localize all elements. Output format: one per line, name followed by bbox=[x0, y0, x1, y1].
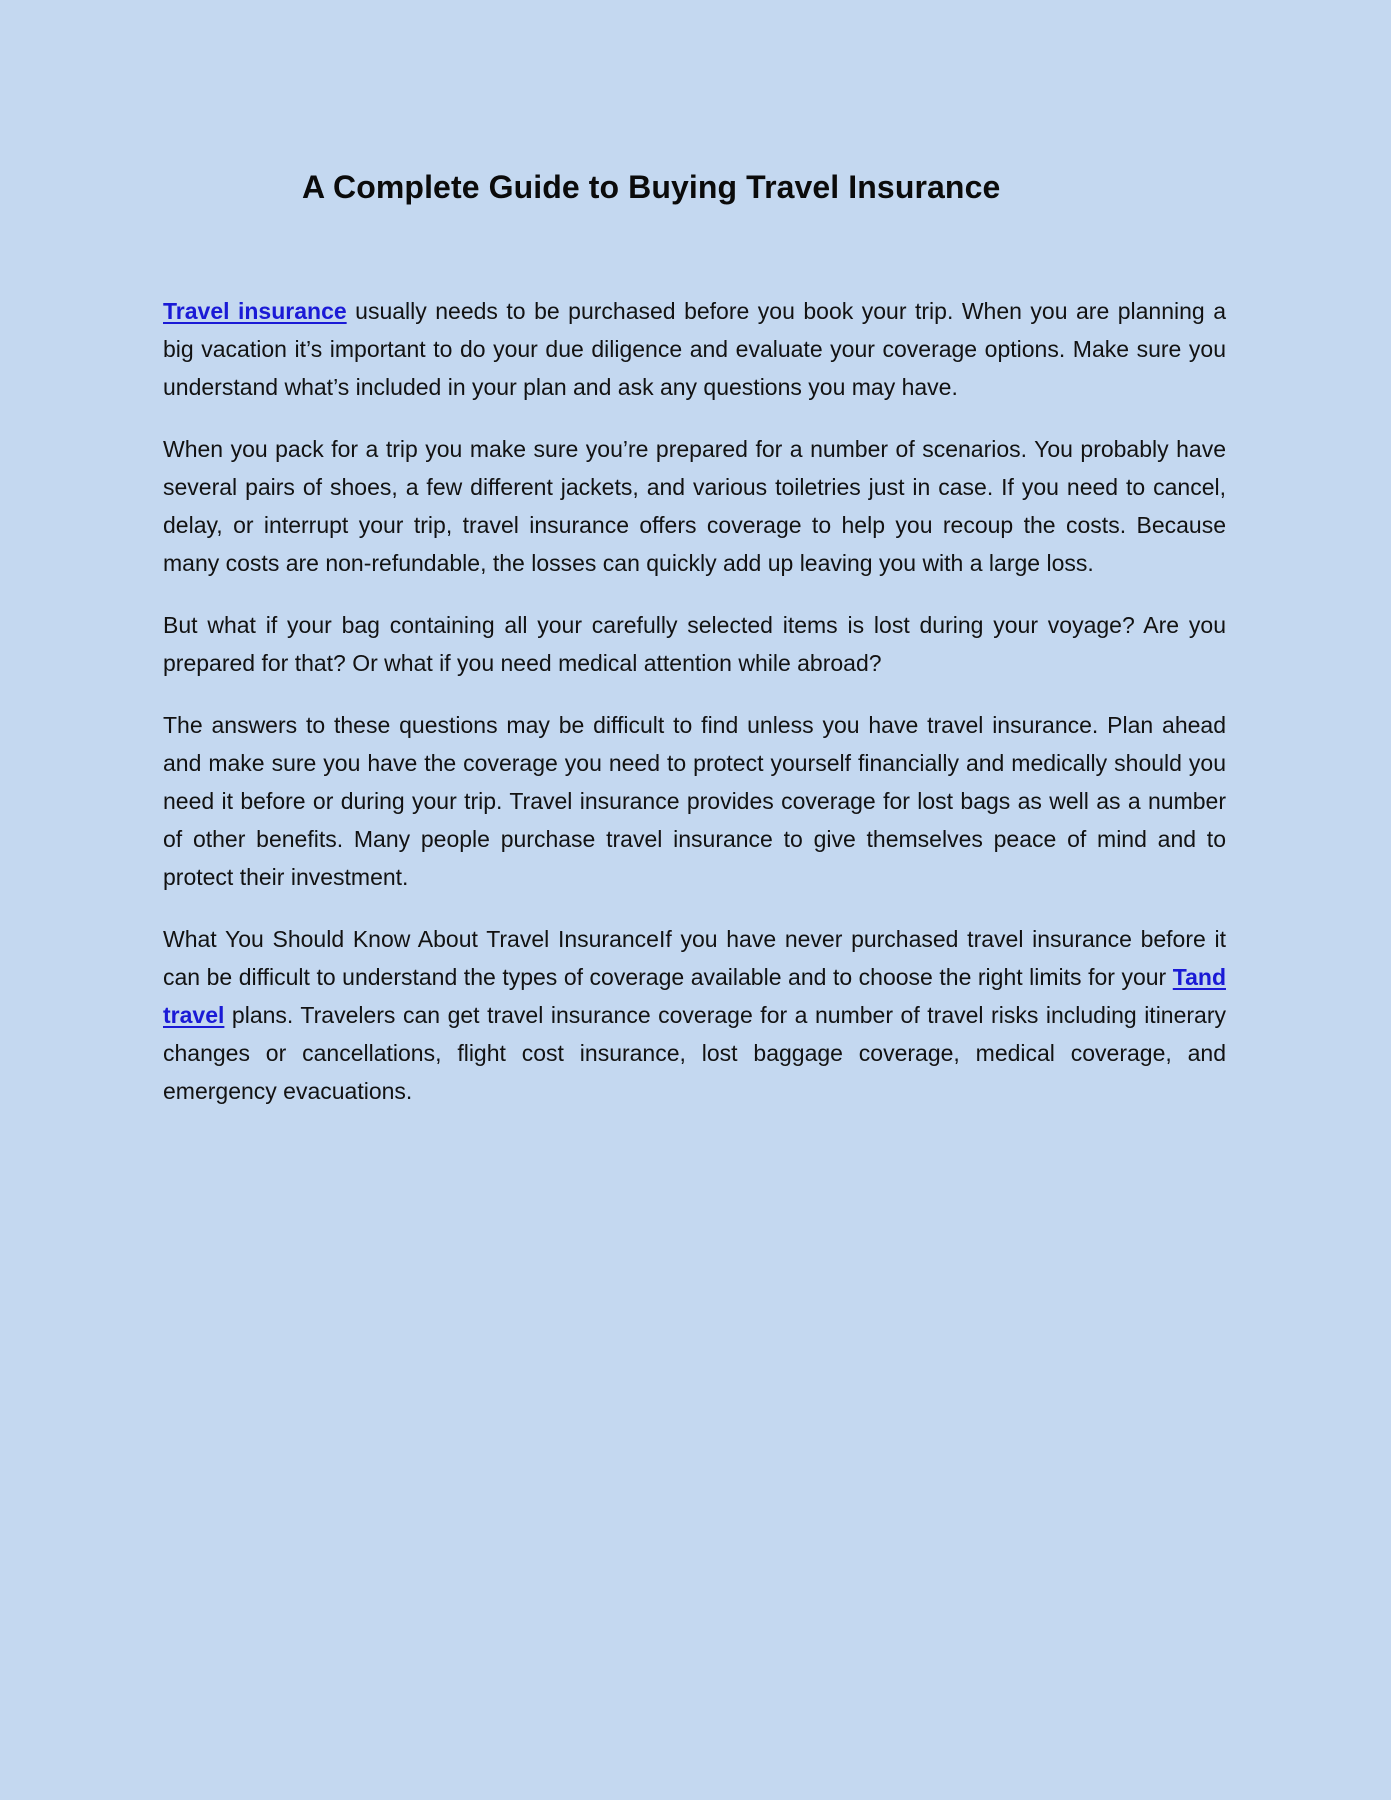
paragraph-5-text-after: plans. Travelers can get travel insurance coverage for a number of travel risks including itinerary changes or cancellations, flight cost insurance, lost baggage coverage, medical coverage, and emergency evacuations. bbox=[163, 1002, 1226, 1104]
paragraph-5 bbox=[163, 920, 1226, 1110]
article-body bbox=[163, 292, 1226, 1134]
paragraph-3: But what if your bag containing all your carefully selected items is lost during your voyage? Are you prepared for that? Or what if you need medical attention while abroad? bbox=[163, 612, 1226, 676]
paragraph-1-text: usually needs to be purchased before you book your trip. When you are planning a big vacation it’s important to do your due diligence and evaluate your coverage options. Make sure you understand what’s included in your plan and ask any questions you may have. bbox=[163, 298, 1226, 400]
paragraph-2: When you pack for a trip you make sure you’re prepared for a number of scenarios. You probably have several pairs of shoes, a few different jackets, and various toiletries just in case. If you need to cancel, delay, or interrupt your trip, travel insurance offers coverage to help you recoup the costs. Because many costs are non-refundable, the losses can quickly add up leaving you with a large loss. bbox=[163, 436, 1226, 576]
paragraph-4: The answers to these questions may be difficult to find unless you have travel insurance. Plan ahead and make sure you have the coverage you need to protect yourself financially and medically should you need it before or during your trip. Travel insurance provides coverage for lost bags as well as a number of other benefits. Many people purchase travel insurance to give themselves peace of mind and to protect their investment. bbox=[163, 712, 1226, 890]
travel-insurance-link[interactable]: Travel insurance bbox=[163, 298, 347, 324]
paragraph-5-text-before: What You Should Know About Travel InsuranceIf you have never purchased travel insurance before it can be difficult to understand the types of coverage available and to choose the right limits for your bbox=[163, 926, 1226, 990]
tand-travel-link[interactable]: Tand travel bbox=[163, 964, 1226, 1028]
paragraph-1 bbox=[163, 292, 1226, 406]
page-title: A Complete Guide to Buying Travel Insurance bbox=[302, 169, 1001, 205]
